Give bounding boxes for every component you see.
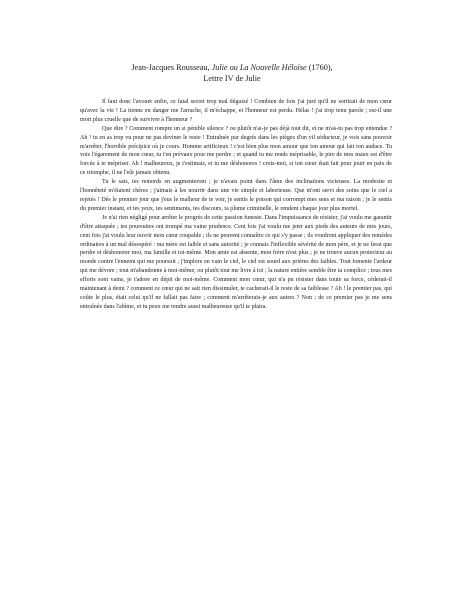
- letter-title: Lettre IV de Julie: [203, 74, 261, 83]
- work-title: Julie ou La Nouvelle Héloïse: [211, 63, 307, 72]
- letter-body: [80, 98, 392, 312]
- paragraph: Il faut donc l'avouer enfin, ce fatal secret trop mal déguisé ! Combien de fois j'ai juré qu'il ne sortirait de mon cœur qu'avec la vie ! La tienne en danger me l'arrache, il m'échappe, et l'honneur est perdu. Hélas ! j'ai trop tenu parole ; est-il une mort plus cruelle que de survivre à l'honneur ?: [80, 99, 392, 123]
- document-heading: [0, 62, 464, 84]
- paragraph: Je n'ai rien négligé pour arrêter le progrès de cette passion funeste. Dans l'impuissance de résister, j'ai voulu me garantir d'être attaquée ; tes poursuites ont trompé ma vaine prudence. Cent fois j'ai voulu me jeter aux pieds des auteurs de mes jours, cent fois j'ai voulu leur ouvrir mon cœur coupable ; ils ne peuvent connaître ce qui s'y passe ; ils voudront appliquer des remèdes ordinaires à un mal désespéré : ma mère est faible et sans autorité ; je connais l'inflexible sévérité de mon père, et je ne ferai que perdre et déshonorer moi, ma famille et toi-même. Mon amie est absente, mon frère n'est plus ; je ne trouve aucun protecteur au monde contre l'ennemi qui me poursuit ; j'implore en vain le ciel, le ciel est sourd aux prières des faibles. Tout fomente l'ardeur qui me dévore ; tout m'abandonne à moi-même, ou plutôt tout me livre à toi ; la nature entière semble être ta complice ; tous mes efforts sont vains, je t'adore en dépit de moi-même. Comment mon cœur, qui n'a pu résister dans toute sa force, céderait-il maintenant à demi ? comment ce cœur qui ne sait rien dissimuler, te cacherait-il le reste de sa faiblesse ? Ah ! le premier pas, qui coûte le plus, était celui qu'il ne fallait pas faire ; comment m'arrêterais-je aux autres ? Non ; de ce premier pas je me sens entraînée dans l'abîme, et tu peux me rendre aussi malheureuse qu'il te plaira.: [80, 214, 392, 310]
- paragraph: Tu le sais, tes remords en augmenteront ; je n'avais point dans l'âme des inclinations vicieuses. La modestie et l'honnêteté m'étaient chères ; j'aimais à les nourrir dans une vie simple et laborieuse. Que m'ont servi des soins que le ciel a rejetés ! Dès le premier jour que j'eus le malheur de te voir, je sentis le poison qui corrompt mes sens et ma raison ; je le sentis du premier instant, et tes yeux, tes sentiments, tes discours, ta plume criminelle, le rendent chaque jour plus mortel.: [80, 179, 392, 212]
- publication-year: (1760),: [308, 63, 333, 72]
- author-name: Jean-Jacques Rousseau,: [131, 63, 210, 72]
- paragraph: Que dire ? Comment rompre un si pénible silence ? ou plutôt n'ai-je pas déjà tout dit, et ne m'as-tu pas trop entendue ? Ah ! tu en as trop vu pour ne pas deviner le reste ! Entraînée par degrés dans les pièges d'un vil séducteur, je vois sans pouvoir m'arrêter, l'horrible précipice où je cours. Homme artificieux ! c'est bien plus mon amour que ton amour qui fait ton audace. Tu vois l'égarement de mon cœur, tu t'en prévaux pour me perdre ; et quand tu me rends méprisable, le pire de mes maux est d'être forcée à te mépriser. Ah ! malheureux, je t'estimais, et tu me déshonores ! crois-moi, si ton cœur était fait pour jouir en paix de ce triomphe, il ne l'eût jamais obtenu.: [80, 125, 392, 177]
- heading-line-1: [0, 62, 464, 73]
